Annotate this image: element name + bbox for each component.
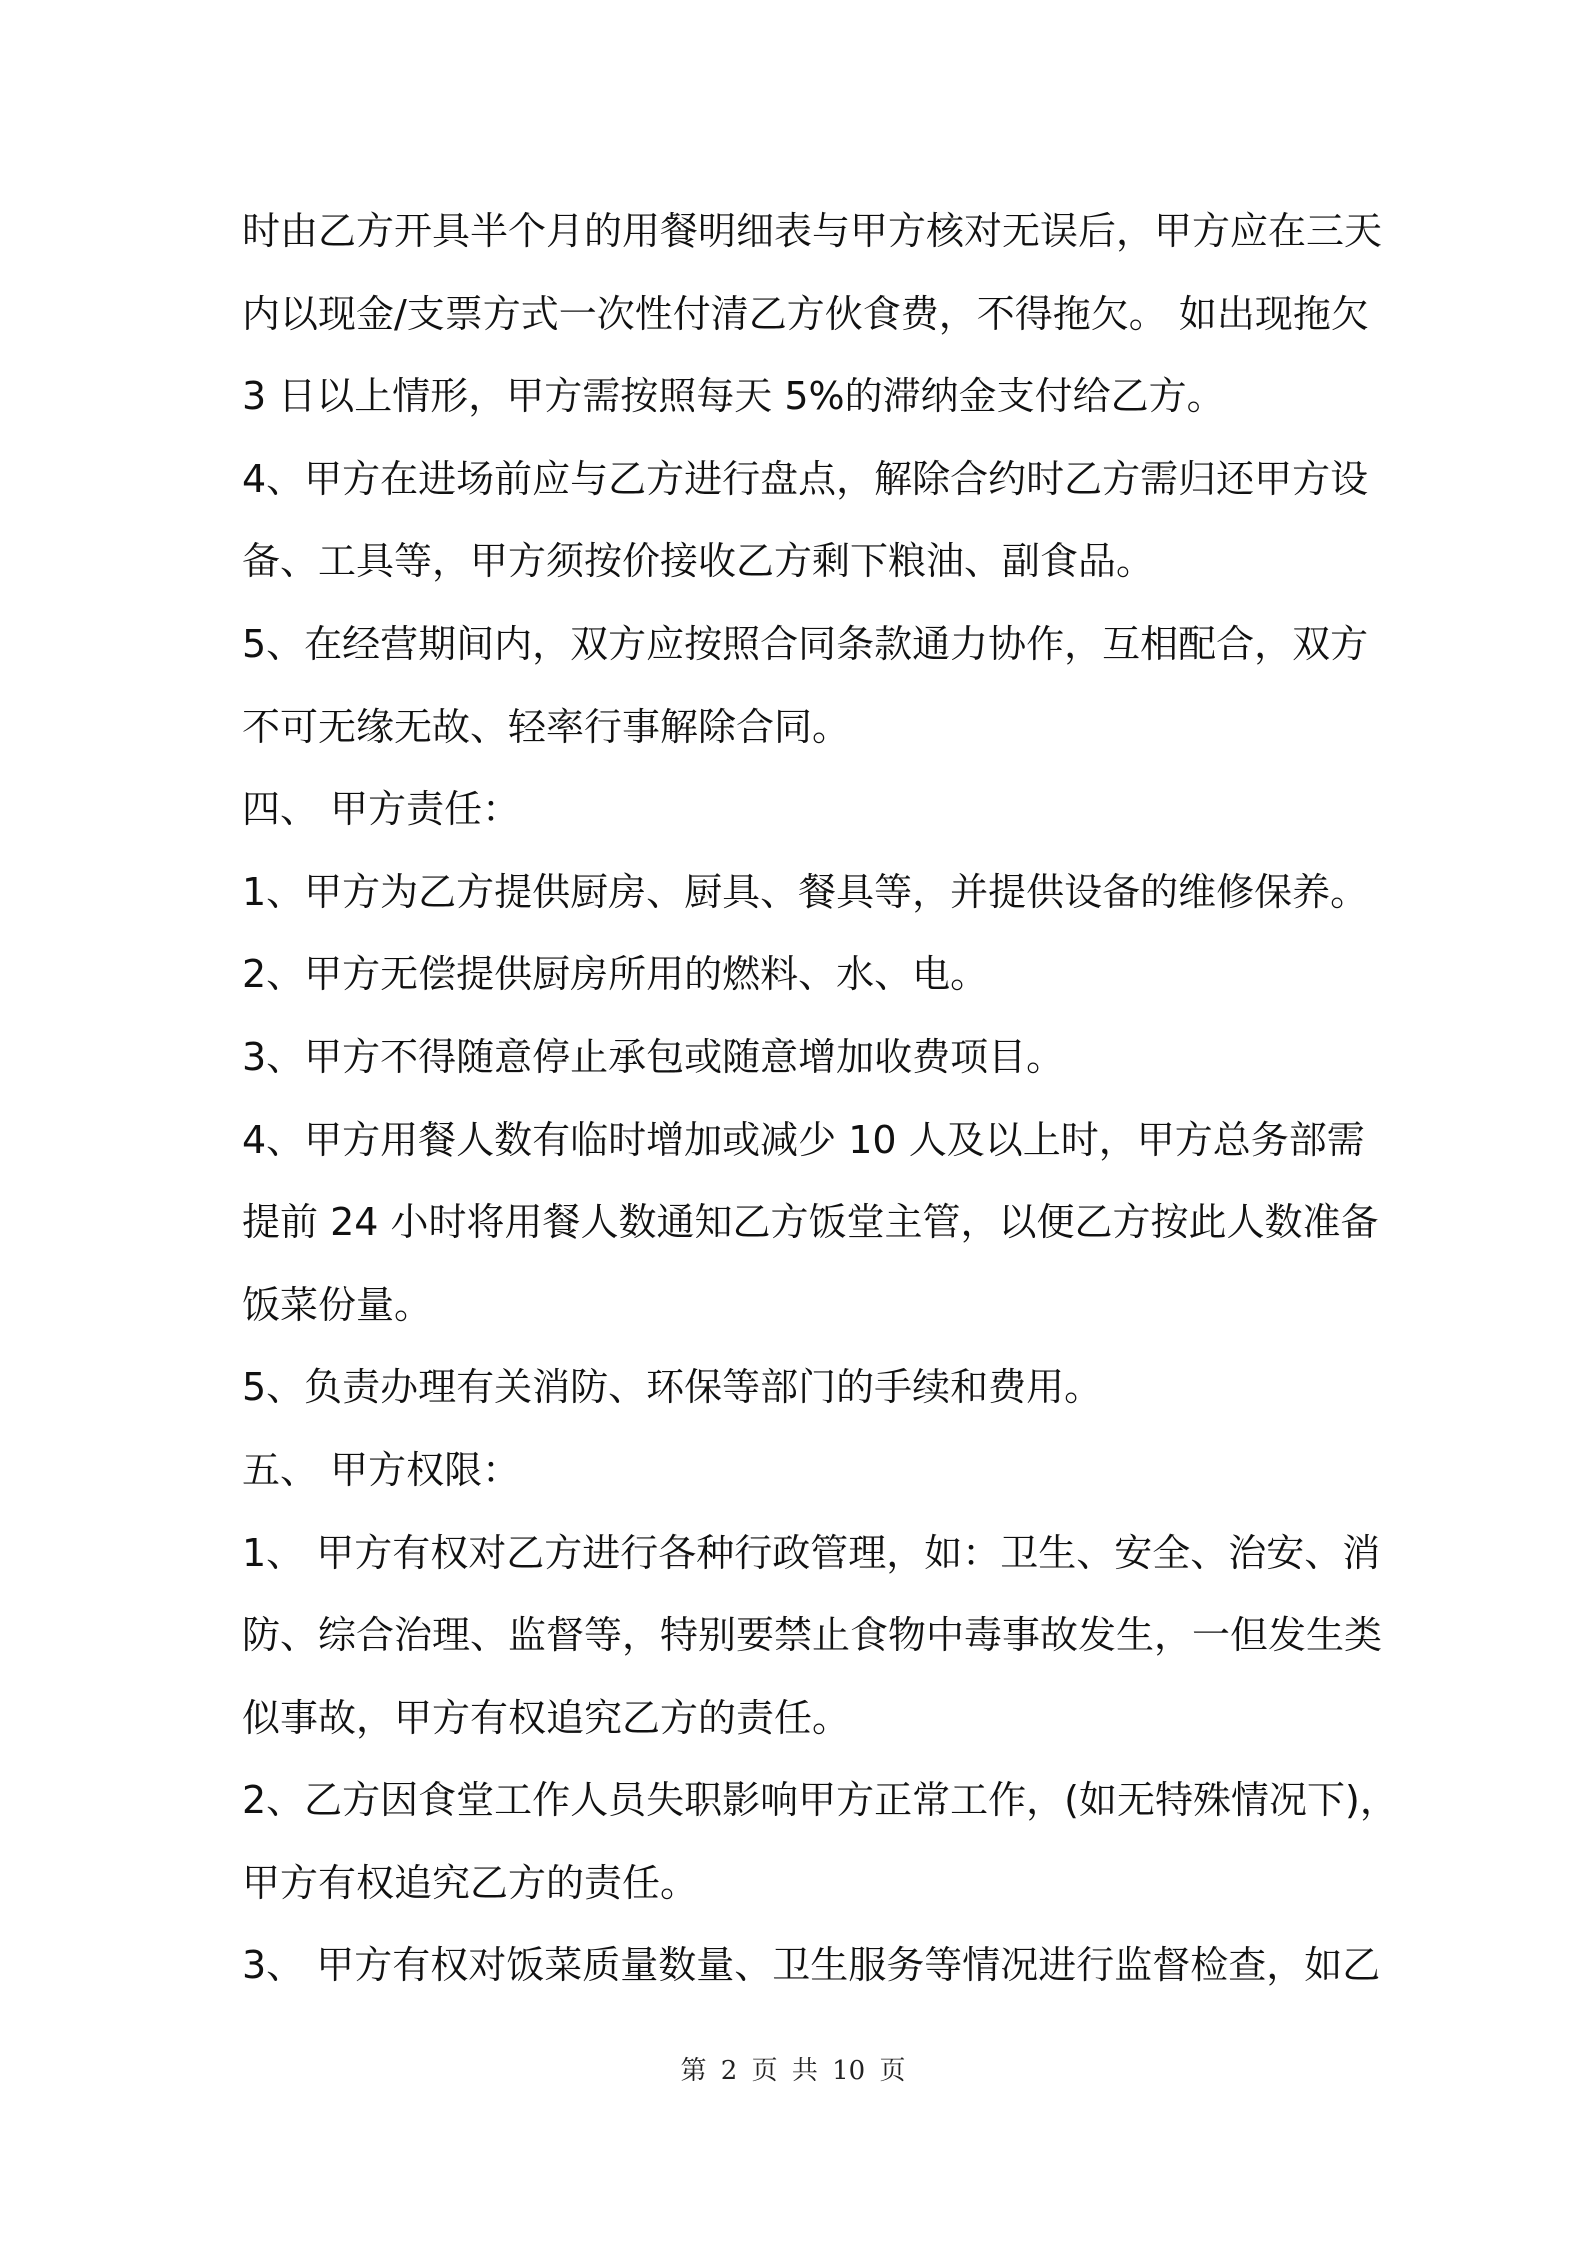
text-line: 时由乙方开具半个月的用餐明细表与甲方核对无误后，甲方应在三天	[242, 209, 1383, 253]
section-heading: 五、 甲方权限：	[242, 1447, 521, 1492]
text-line: 3 日以上情形，甲方需按照每天 5%的滞纳金支付给乙方。	[242, 374, 1225, 419]
document-body	[242, 201, 1398, 2018]
text-line: 1、甲方为乙方提供厨房、厨具、餐具等，并提供设备的维修保养。	[242, 869, 1369, 914]
text-line: 似事故，甲方有权追究乙方的责任。	[242, 1695, 851, 1740]
text-line: 防、综合治理、监督等，特别要禁止食物中毒事故发生，一但发生类	[242, 1613, 1383, 1658]
text-line: 提前 24 小时将用餐人数通知乙方饭堂主管，以便乙方按此人数准备	[242, 1200, 1379, 1245]
text-line: 1、 甲方有权对乙方进行各种行政管理，如：卫生、安全、治安、消	[242, 1530, 1381, 1575]
text-line: 3、甲方不得随意停止承包或随意增加收费项目。	[242, 1034, 1065, 1079]
text-line: 甲方有权追究乙方的责任。	[242, 1860, 699, 1905]
text-line: 5、负责办理有关消防、环保等部门的手续和费用。	[242, 1365, 1103, 1410]
text-line: 备、工具等，甲方须按价接收乙方剩下粮油、副食品。	[242, 539, 1155, 584]
text-line: 4、甲方用餐人数有临时增加或减少 10 人及以上时，甲方总务部需	[242, 1117, 1365, 1162]
section-heading: 四、 甲方责任：	[242, 787, 521, 832]
text-line: 4、甲方在进场前应与乙方进行盘点，解除合约时乙方需归还甲方设	[242, 456, 1369, 501]
text-line: 2、乙方因食堂工作人员失职影响甲方正常工作，(如无特殊情况下)，	[242, 1778, 1398, 1823]
text-line: 饭菜份量。	[242, 1282, 433, 1327]
text-line: 不可无缘无故、轻率行事解除合同。	[242, 704, 851, 749]
text-line: 内以现金/支票方式一次性付清乙方伙食费，不得拖欠。 如出现拖欠	[242, 291, 1369, 336]
page-number: 第 2 页 共 10 页	[680, 2056, 906, 2086]
text-line: 2、甲方无偿提供厨房所用的燃料、水、电。	[242, 952, 989, 997]
text-line: 5、在经营期间内，双方应按照合同条款通力协作，互相配合，双方	[242, 621, 1369, 666]
text-line: 3、 甲方有权对饭菜质量数量、卫生服务等情况进行监督检查，如乙	[242, 1943, 1381, 1988]
